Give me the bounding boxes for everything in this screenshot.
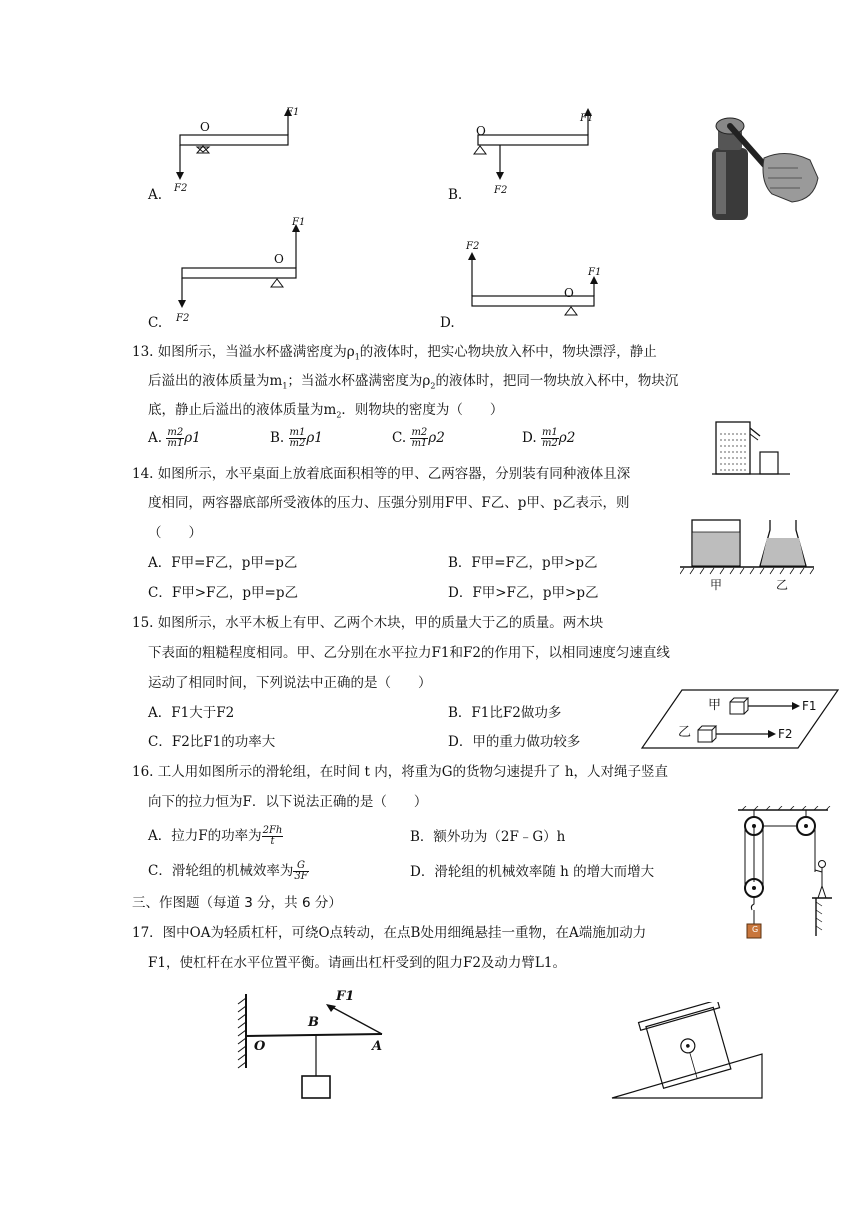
q15-option-b[interactable]: B．F1比F2做功多 (448, 705, 562, 721)
lever-oa-label-F1: F1 (336, 989, 355, 1004)
section-3-heading: 三、作图题（每道 3 分，共 6 分） (132, 895, 342, 911)
pulley-weight-label-G: G (752, 925, 759, 934)
lever-oa-label-A: A (372, 1039, 383, 1054)
q16-option-d[interactable]: D．滑轮组的机械效率随 h 的增大而增大 (410, 864, 655, 880)
q14-line1: 14. 如图所示，水平桌面上放着底面积相等的甲、乙两容器，分别装有同种液体且深 (132, 466, 631, 482)
fig-b-label-F2: F2 (494, 185, 508, 196)
wood-blocks-label-F2: F2 (778, 727, 793, 741)
q15-option-c[interactable]: C．F2比F1的功率大 (148, 734, 276, 750)
q13-line1: 13. 如图所示，当溢水杯盛满密度为$\rho_1$的液体时，把实心物块放入杯中，物块漂浮，静止 (132, 344, 657, 362)
q13-option-a[interactable]: A. $\frac{m2}{m1}$ ρ1 (148, 427, 201, 449)
q15-line3: 运动了相同时间，下列说法中正确的是（ ） (148, 675, 432, 691)
overflow-cup-figure (712, 416, 792, 478)
q16-line1: 16. 工人用如图所示的滑轮组，在时间 t 内，将重为G的货物匀速提升了 h，人对绳子竖直 (132, 764, 669, 780)
fig-d-label-F2: F2 (466, 241, 480, 252)
q16-option-a[interactable]: A．拉力F的功率为 $\frac{2Fh}{t}$ (148, 825, 283, 847)
fig-b-label-F1: F1 (580, 113, 594, 124)
fig-a-letter: A. (148, 187, 163, 203)
q16-option-b[interactable]: B．额外功为（2F﹣G）h (410, 829, 566, 845)
containers-label-yi: 乙 (776, 578, 789, 592)
q16-line2: 向下的拉力恒为F．以下说法正确的是（ ） (148, 794, 428, 810)
pulley-system-figure (732, 806, 832, 946)
fig-c-label-O: O (274, 252, 284, 266)
q17-line1: 17．图中OA为轻质杠杆，可绕O点转动，在点B处用细绳悬挂一重物，在A端施加动力 (132, 925, 647, 941)
q14-option-a[interactable]: A．F甲=F乙，p甲=p乙 (148, 555, 298, 571)
q13-line3: 底，静止后溢出的液体质量为$m_2$．则物块的密度为（ ） (148, 402, 504, 420)
q13-line2: 后溢出的液体质量为$m_1$；当溢水杯盛满密度为$\rho_2$的液体时，把同一物块放入杯中，物块沉 (148, 373, 679, 391)
fig-c-letter: C. (148, 315, 163, 331)
wrench-photo (706, 108, 824, 222)
q13-option-b[interactable]: B. $\frac{m1}{m2}$ ρ1 (270, 427, 323, 449)
q14-option-d[interactable]: D．F甲>F乙，p甲>p乙 (448, 585, 599, 601)
q16-option-c[interactable]: C．滑轮组的机械效率为 $\frac{G}{3F}$ (148, 860, 308, 882)
wood-blocks-label-yi: 乙 (678, 725, 692, 740)
fig-c-label-F1: F1 (292, 217, 306, 228)
wood-blocks-figure (640, 686, 840, 752)
fig-c-label-F2: F2 (176, 313, 190, 324)
q17-line2: F1，使杠杆在水平位置平衡。请画出杠杆受到的阻力F2及动力臂L1。 (148, 955, 566, 971)
q13-option-c[interactable]: C. $\frac{m2}{m1}$ ρ2 (392, 427, 445, 449)
q14-option-b[interactable]: B．F甲=F乙，p甲>p乙 (448, 555, 598, 571)
q14-option-c[interactable]: C．F甲>F乙，p甲=p乙 (148, 585, 298, 601)
q15-option-a[interactable]: A．F1大于F2 (148, 705, 235, 721)
fig-b-letter: B. (448, 187, 463, 203)
q13-option-d[interactable]: D. $\frac{m1}{m2}$ ρ2 (522, 427, 576, 449)
wood-blocks-label-F1: F1 (802, 699, 817, 713)
q15-line2: 下表面的粗糙程度相同。甲、乙分别在水平拉力F1和F2的作用下，以相同速度匀速直线 (148, 645, 670, 661)
fig-d-label-O: O (564, 286, 574, 300)
fig-d-label-F1: F1 (588, 267, 602, 278)
fig-d-letter: D. (440, 315, 455, 331)
fig-a-label-F2: F2 (174, 183, 188, 194)
q15-option-d[interactable]: D．甲的重力做功较多 (448, 734, 581, 750)
lever-oa-label-B: B (308, 1015, 319, 1030)
q14-line2: 度相同，两容器底部所受液体的压力、压强分别用F甲、F乙、p甲、p乙表示，则 (148, 495, 630, 511)
containers-figure (680, 512, 814, 576)
fig-b-label-O: O (476, 124, 486, 138)
containers-label-jia: 甲 (710, 578, 723, 592)
fig-a-label-O: O (200, 120, 210, 134)
fig-a-label-F1: F1 (286, 107, 300, 118)
cup-on-slope-figure (610, 1002, 766, 1102)
q15-line1: 15. 如图所示，水平木板上有甲、乙两个木块，甲的质量大于乙的质量。两木块 (132, 615, 604, 631)
q14-line3: （ ） (148, 525, 202, 541)
lever-oa-label-O: O (254, 1039, 266, 1054)
wood-blocks-label-jia: 甲 (708, 698, 722, 713)
